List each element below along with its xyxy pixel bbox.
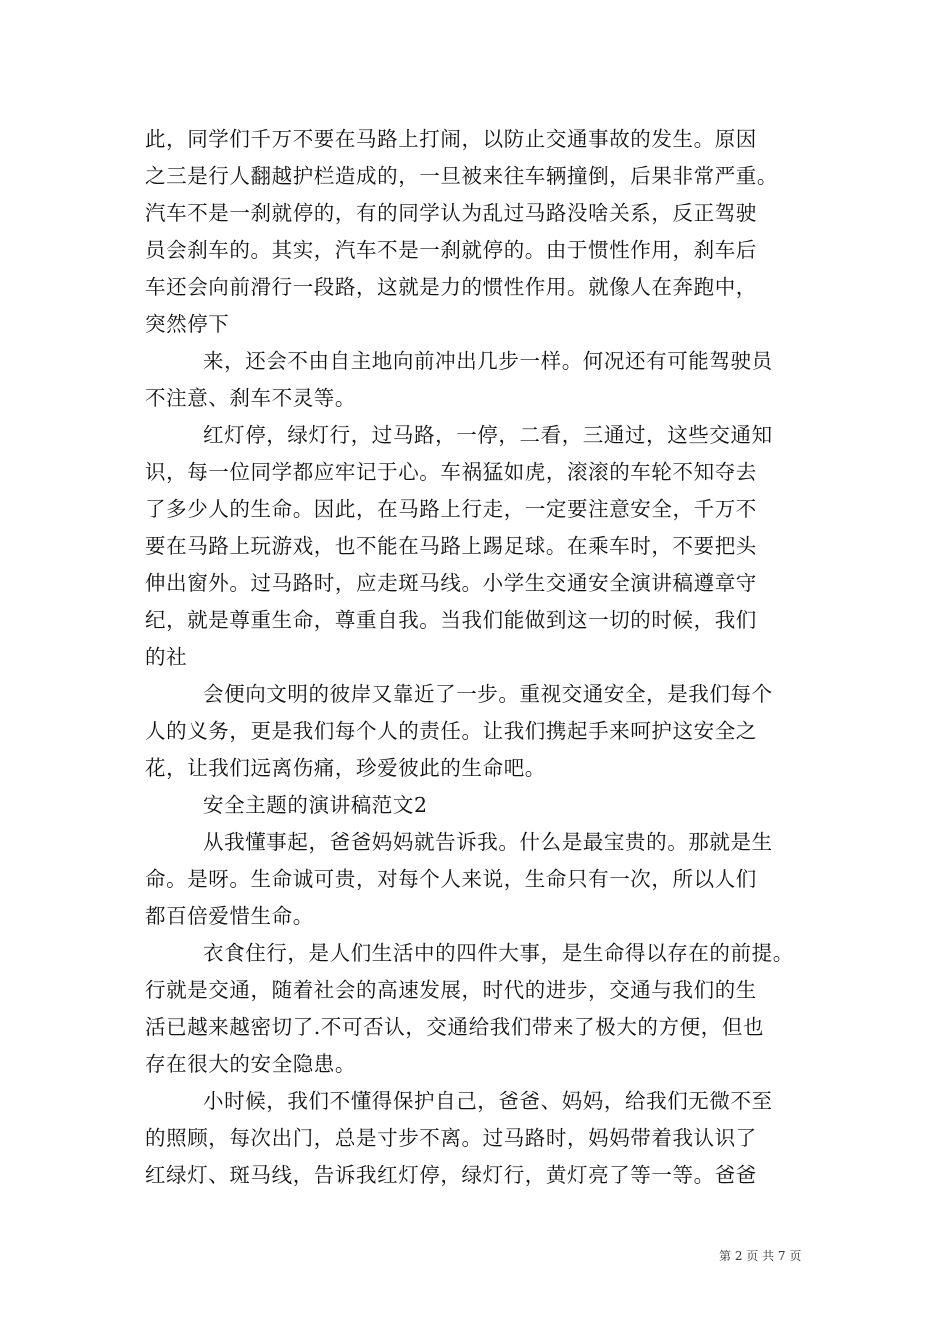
- text-line: 突然停下: [145, 312, 230, 336]
- text-line: 汽车不是一刹就停的，有的同学认为乱过马路没啥关系，反正驾驶: [145, 201, 757, 225]
- text-line: 员会刹车的。其实，汽车不是一刹就停的。由于惯性作用，刹车后: [145, 238, 757, 262]
- text-line: 行就是交通，随着社会的高速发展，时代的进步，交通与我们的生: [145, 978, 757, 1002]
- text-line: 车还会向前滑行一段路，这就是力的惯性作用。就像人在奔跑中，: [145, 275, 757, 299]
- text-line: 活已越来越密切了.不可否认，交通给我们带来了极大的方便，但也: [145, 1015, 765, 1039]
- text-line: 之三是行人翻越护栏造成的，一旦被来往车辆撞倒，后果非常严重。: [145, 164, 778, 188]
- text-line: 会便向文明的彼岸又靠近了一步。重视交通安全，是我们每个: [203, 682, 773, 706]
- page-number: 第 2 页 共 7 页: [719, 1249, 802, 1263]
- text-line: 来，还会不由自主地向前冲出几步一样。何况还有可能驾驶员: [203, 349, 773, 373]
- text-line: 伸出窗外。过马路时，应走斑马线。小学生交通安全演讲稿遵章守: [145, 571, 757, 595]
- text-line: 人的义务，更是我们每个人的责任。让我们携起手来呵护这安全之: [145, 719, 757, 743]
- text-line: 的社: [145, 645, 188, 669]
- text-line: 存在很大的安全隐患。: [145, 1052, 356, 1076]
- text-line: 命。是呀。生命诚可贵，对每个人来说，生命只有一次，所以人们: [145, 867, 757, 891]
- text-line: 要在马路上玩游戏，也不能在马路上踢足球。在乘车时，不要把头: [145, 534, 757, 558]
- text-line: 红灯停，绿灯行，过马路，一停，二看，三通过，这些交通知: [203, 423, 773, 447]
- text-line: 的照顾，每次出门，总是寸步不离。过马路时，妈妈带着我认识了: [145, 1126, 757, 1150]
- text-line: 花，让我们远离伤痛，珍爱彼此的生命吧。: [145, 756, 546, 780]
- text-line: 小时候，我们不懂得保护自己，爸爸、妈妈，给我们无微不至: [203, 1089, 773, 1113]
- text-line: 都百倍爱惜生命。: [145, 904, 314, 928]
- text-line: 纪，就是尊重生命，尊重自我。当我们能做到这一切的时候，我们: [145, 608, 757, 632]
- text-line: 此，同学们千万不要在马路上打闹，以防止交通事故的发生。原因: [145, 127, 757, 151]
- text-line: 识，每一位同学都应牢记于心。车祸猛如虎，滚滚的车轮不知夺去: [145, 460, 757, 484]
- text-line: 从我懂事起，爸爸妈妈就告诉我。什么是最宝贵的。那就是生: [203, 830, 773, 854]
- text-line: 不注意、刹车不灵等。: [145, 386, 356, 410]
- text-line: 红绿灯、斑马线，告诉我红灯停，绿灯行，黄灯亮了等一等。爸爸: [145, 1163, 757, 1187]
- text-line: 衣食住行，是人们生活中的四件大事，是生命得以存在的前提。: [203, 941, 794, 965]
- section-heading: 安全主题的演讲稿范文2: [203, 793, 428, 817]
- text-line: 了多少人的生命。因此，在马路上行走，一定要注意安全，千万不: [145, 497, 757, 521]
